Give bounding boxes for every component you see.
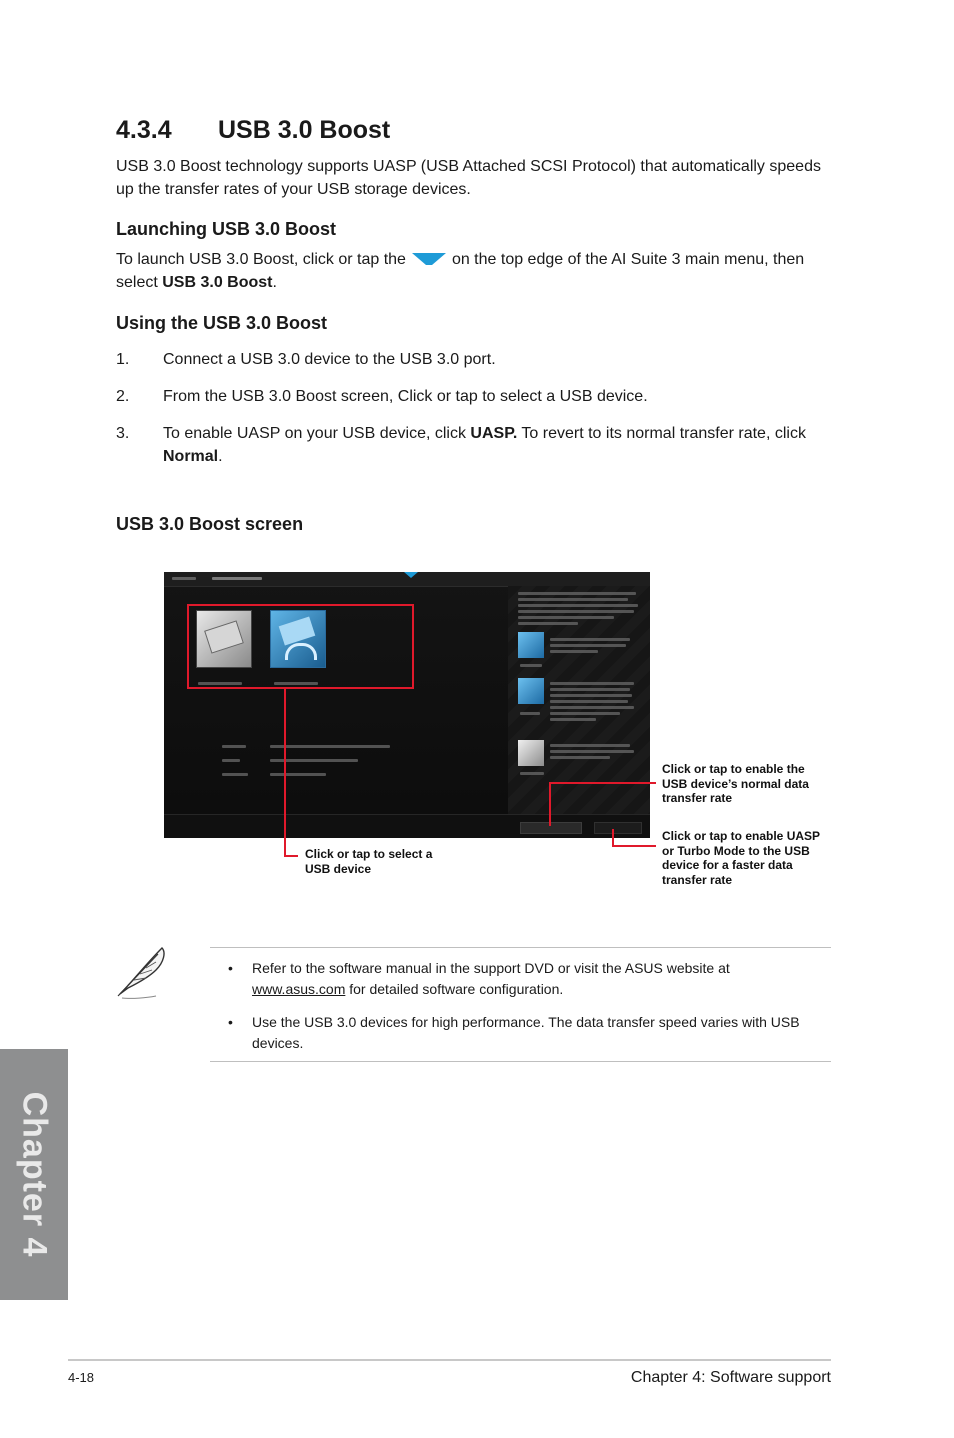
callout-uasp-turbo: Click or tap to enable UASP or Turbo Mode to the USB device for a faster data transfer rate [662, 829, 820, 887]
footer-chapter: Chapter 4: Software support [630, 1369, 831, 1386]
page-number: 4-18 [68, 1370, 95, 1385]
turbo-mode-button[interactable] [518, 632, 544, 658]
feather-pen-icon [112, 942, 172, 1000]
callout-select-device: Click or tap to select a USB device [305, 847, 433, 876]
app-title-bar [164, 572, 650, 587]
note-item [228, 1012, 818, 1054]
step-number: 2. [116, 388, 130, 405]
app-bottom-bar [164, 814, 650, 838]
callout-line [612, 845, 656, 847]
top-arrow-icon [404, 572, 418, 578]
callout-line [549, 782, 551, 826]
note-text: Refer to the software manual in the support DVD or visit the ASUS website at www.asus.com for detailed software configuration. [252, 960, 730, 997]
note-top-rule [210, 947, 831, 948]
note-bullet: • [228, 1014, 233, 1030]
launching-paragraph [116, 248, 836, 294]
launching-text-before: To launch USB 3.0 Boost, click or tap the [116, 251, 406, 268]
note-item [228, 958, 818, 1000]
step-number: 1. [116, 351, 130, 368]
chapter-tab-label: Chapter 4 [15, 1091, 54, 1258]
note-bottom-rule [210, 1061, 831, 1062]
asus-website-link[interactable]: www.asus.com [252, 981, 346, 997]
using-heading: Using the USB 3.0 Boost [116, 313, 328, 333]
callout-line [284, 855, 298, 857]
launching-text-after: on the top edge of the AI Suite 3 main menu, then select [116, 251, 805, 291]
mode-panel [508, 586, 650, 838]
normal-mode-button[interactable] [518, 740, 544, 766]
section-title: USB 3.0 Boost [218, 116, 391, 144]
launching-bold: USB 3.0 Boost [162, 274, 273, 291]
launching-heading: Launching USB 3.0 Boost [116, 219, 337, 239]
section-number: 4.3.4 [116, 116, 172, 144]
step-item [116, 422, 836, 468]
device-select-highlight [187, 604, 414, 689]
callout-line [284, 689, 286, 857]
step-text: Connect a USB 3.0 device to the USB 3.0 port. [163, 351, 496, 368]
launching-end: . [272, 274, 277, 291]
note-bullet: • [228, 960, 233, 976]
step-text: To enable UASP on your USB device, click UASP. To revert to its normal transfer rate, click Normal. [163, 425, 806, 465]
apply-button[interactable] [594, 822, 642, 834]
cancel-button[interactable] [520, 822, 582, 834]
step-item [116, 385, 836, 408]
step-text: From the USB 3.0 Boost screen, Click or tap to select a USB device. [163, 388, 648, 405]
step-number: 3. [116, 425, 130, 442]
menu-arrow-icon [411, 250, 447, 264]
callout-line [549, 782, 656, 784]
step-item [116, 348, 836, 371]
section-heading [116, 116, 390, 145]
callout-normal-rate: Click or tap to enable the USB device’s normal data transfer rate [662, 762, 809, 805]
note-text: Use the USB 3.0 devices for high performance. The data transfer speed varies with USB devices. [252, 1014, 800, 1051]
intro-paragraph: USB 3.0 Boost technology supports UASP (USB Attached SCSI Protocol) that automatically speeds up the transfer rates of your USB storage devices. [116, 158, 821, 198]
screen-heading: USB 3.0 Boost screen [116, 514, 304, 534]
footer-rule [68, 1359, 831, 1361]
chapter-side-tab [0, 1049, 68, 1300]
uasp-mode-button[interactable] [518, 678, 544, 704]
